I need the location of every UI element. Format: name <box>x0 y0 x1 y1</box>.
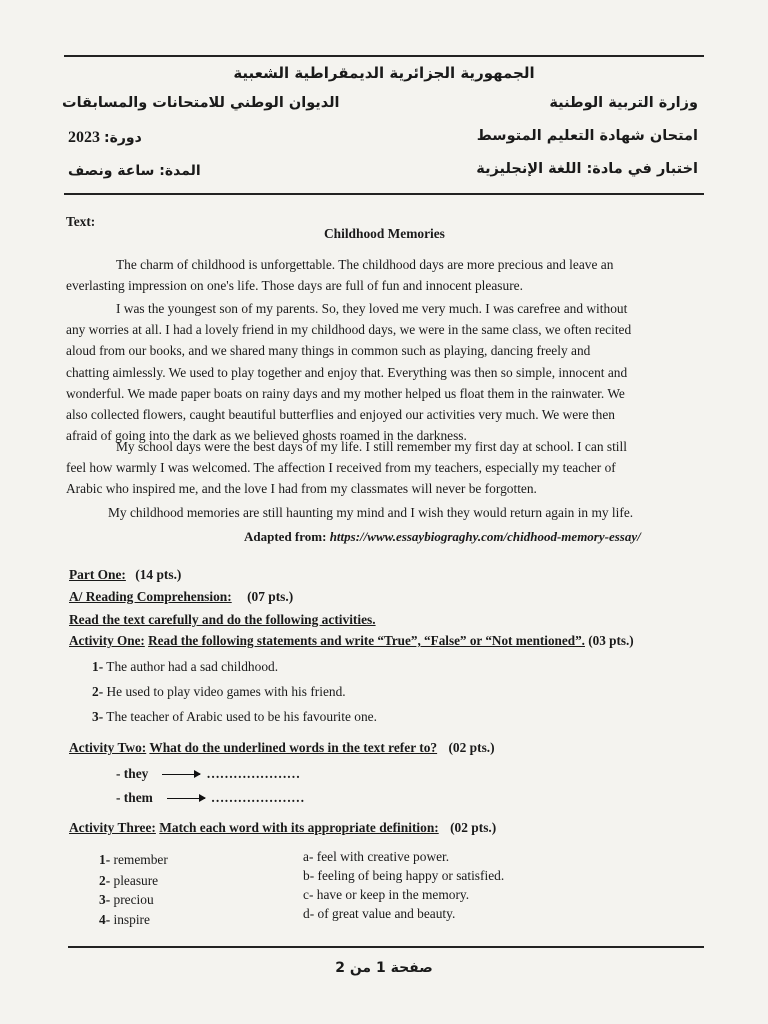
text-line: chatting aimlessly. We used to play together and enjoy that. Everything was then so simple, innocent and <box>66 364 628 380</box>
word-text: remember <box>113 852 168 867</box>
instruction: Read the text carefully and do the following activities. <box>69 612 376 627</box>
text-line: afraid of going into the dark as we believed ghosts roamed in the darkness. <box>66 428 467 444</box>
text-line: wonderful. We made paper boats on rainy days and my mother helped us float them in the rainwater. We <box>66 385 625 401</box>
word-number: 2- <box>99 873 111 888</box>
statement-number: 3- <box>92 709 104 724</box>
match-word-4 <box>99 912 150 928</box>
text-line: My childhood memories are still haunting my mind and I wish they would return again in my life. <box>108 505 634 520</box>
activity-three-prompt: Match each word with its appropriate definition: <box>159 820 439 835</box>
statement-text: The teacher of Arabic used to be his favourite one. <box>106 709 377 724</box>
paragraph-3 <box>66 436 700 500</box>
text-line: also collected flowers, caught beautiful butterflies and enjoyed our activities very much. We were then <box>66 407 615 423</box>
reference-item-them <box>116 790 305 806</box>
text-title: Childhood Memories <box>324 226 445 241</box>
activity-two-heading <box>69 740 495 756</box>
activity-one-label: Activity One: <box>69 633 145 648</box>
match-word-3 <box>99 892 154 908</box>
definition-letter: a- <box>303 849 314 864</box>
source-label: Adapted from: <box>244 529 327 544</box>
text-line: My school days were the best days of my life. I still remember my first day at school. I can still <box>116 439 627 454</box>
activity-one-heading <box>69 633 634 649</box>
answer-blank: ………………… <box>206 766 301 781</box>
text-line: I was the youngest son of my parents. So, they loved me very much. I was carefree and without <box>116 301 628 316</box>
word-text: pleasure <box>113 873 159 888</box>
source-url: https://www.essaybiograghy.com/chidhood-memory-essay/ <box>329 529 641 544</box>
office-title: الديوان الوطني للامتحانات والمسابقات <box>62 95 340 111</box>
ministry-title: وزارة التربية الوطنية <box>549 95 698 111</box>
activity-one-prompt: Read the following statements and write “True”, “False” or “Not mentioned”. <box>148 633 585 648</box>
source-line <box>244 529 641 545</box>
paragraph-4 <box>66 502 700 523</box>
word-text: preciou <box>113 892 154 907</box>
session-year: 2023 <box>68 129 100 146</box>
reference-item-they <box>116 766 300 782</box>
activity-three-points: (02 pts.) <box>450 820 497 835</box>
statement-text: He used to play video games with his friend. <box>106 684 346 699</box>
word-number: 4- <box>99 912 111 927</box>
statement-1 <box>92 659 278 675</box>
match-definition-c <box>303 887 469 903</box>
definition-letter: b- <box>303 868 315 883</box>
statement-number: 1- <box>92 659 104 674</box>
match-word-1 <box>99 852 168 868</box>
text-line: The charm of childhood is unforgettable. The childhood days are more precious and leave an <box>116 257 614 272</box>
text-label: Text: <box>66 214 96 229</box>
arrow-right-icon <box>167 798 205 799</box>
header-rule <box>64 193 704 195</box>
reference-word: - they <box>116 766 149 781</box>
statement-2 <box>92 684 346 700</box>
duration: المدة: ساعة ونصف <box>68 163 201 179</box>
activity-two-prompt: What do the underlined words in the text refer to? <box>149 740 438 755</box>
subject-title: اختبار في مادة: اللغة الإنجليزية <box>476 161 698 177</box>
definition-text: have or keep in the memory. <box>316 887 470 902</box>
top-rule <box>64 55 704 57</box>
match-definition-d <box>303 906 455 922</box>
match-word-2 <box>99 873 158 889</box>
text-line: feel how warmly I was welcomed. The affection I received from my teachers, especially my teacher of <box>66 460 616 476</box>
text-line: aloud from our books, and we shared many things in common such as playing, dancing freely and <box>66 343 591 359</box>
text-line: Arabic who inspired me, and the love I had from my classmates will never be forgotten. <box>66 481 537 497</box>
text-line: any worries at all. I had a lovely friend in my childhood days, we were in the same class, we often recited <box>66 322 632 338</box>
definition-text: feeling of being happy or satisfied. <box>317 868 505 883</box>
paragraph-1 <box>66 254 700 296</box>
page-number: صفحة 1 من 2 <box>335 960 433 976</box>
exam-title: امتحان شهادة التعليم المتوسط <box>476 128 698 144</box>
part-one-points: (14 pts.) <box>135 567 182 582</box>
republic-title: الجمهورية الجزائرية الديمقراطية الشعبية <box>233 64 535 82</box>
reading-comprehension-heading <box>69 589 293 605</box>
paragraph-2 <box>66 298 700 446</box>
word-number: 3- <box>99 892 111 907</box>
activity-two-points: (02 pts.) <box>448 740 495 755</box>
section-a-title: A/ Reading Comprehension: <box>69 589 232 604</box>
activity-two-label: Activity Two: <box>69 740 147 755</box>
definition-text: feel with creative power. <box>316 849 450 864</box>
definition-letter: d- <box>303 906 315 921</box>
session-label: دورة: <box>104 130 142 146</box>
definition-letter: c- <box>303 887 314 902</box>
reference-word: - them <box>116 790 153 805</box>
statement-3 <box>92 709 377 725</box>
match-definition-a <box>303 849 449 865</box>
section-a-points: (07 pts.) <box>247 589 294 604</box>
answer-blank: ………………… <box>210 790 305 805</box>
footer-rule <box>68 946 704 948</box>
activity-three-heading <box>69 820 496 836</box>
word-number: 1- <box>99 852 111 867</box>
part-one-title: Part One: <box>69 567 126 582</box>
arrow-right-icon <box>162 774 200 775</box>
statement-text: The author had a sad childhood. <box>106 659 279 674</box>
session <box>68 129 142 147</box>
activity-one-points: (03 pts.) <box>588 633 634 648</box>
part-one-heading <box>69 567 181 583</box>
word-text: inspire <box>113 912 150 927</box>
activity-three-label: Activity Three: <box>69 820 156 835</box>
statement-number: 2- <box>92 684 104 699</box>
text-line: everlasting impression on one's life. Those days are full of fun and innocent pleasure. <box>66 278 523 294</box>
match-definition-b <box>303 868 504 884</box>
definition-text: of great value and beauty. <box>317 906 456 921</box>
